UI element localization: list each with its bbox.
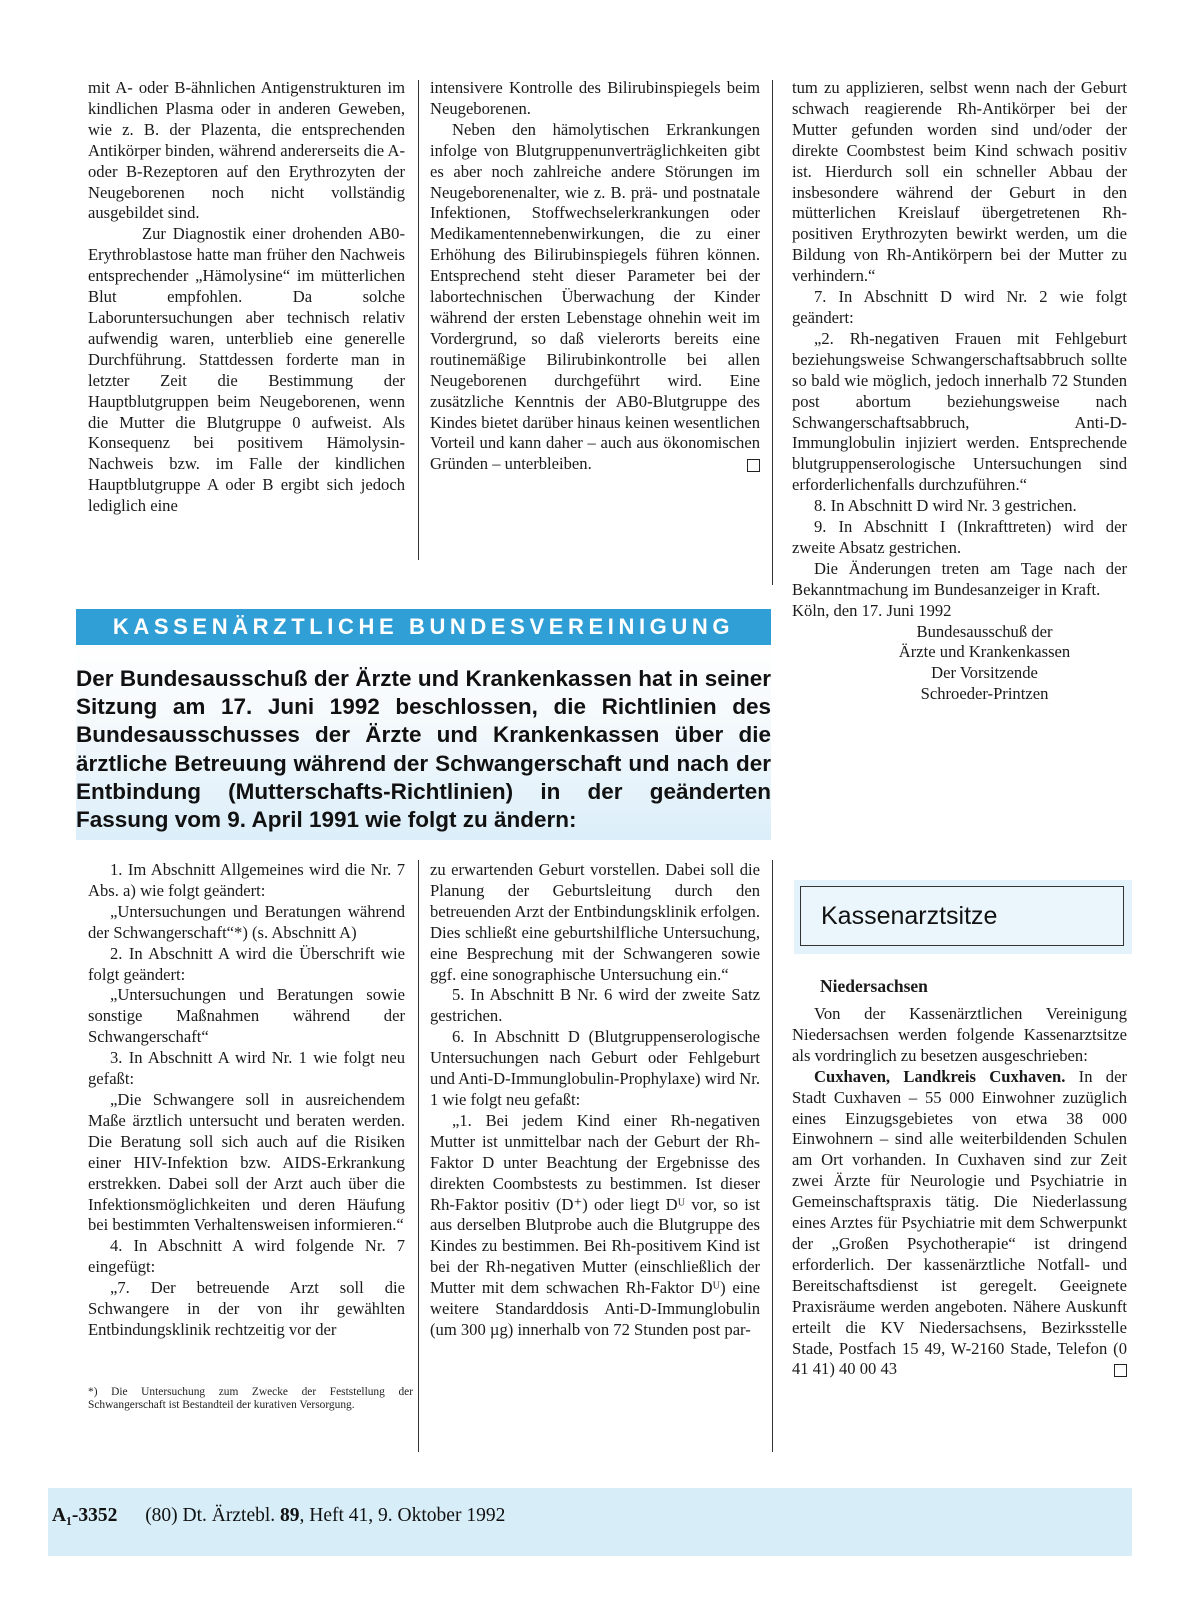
paragraph: „Untersuchungen und Beratungen sowie sonstige Maßnahmen während der Schwangerschaft“	[88, 985, 405, 1047]
location-text: In der Stadt Cuxhaven – 55 000 Einwohner zuzüglich eines Einzugsgebietes von etwa 38 000 Einwohnern – sind alle weiterbildenden Schulen am Ort vorhanden. In Cuxhaven sind zur Zeit zwei Ärzte für Neurologie und Psychiatrie in Gemeinschaftspraxis tätig. Die Niederlassung eines Arztes für Psychiatrie mit dem Schwerpunkt der „Großen Psychotherapie“ ist dringend erforderlich. Der kassenärztliche Notfall- und Bereitschaftsdienst ist geregelt. Geeignete Praxisräume werden angeboten. Nähere Auskunft erteilt die KV Niedersachsens, Bezirksstelle Stade, Postfach 15 49, W-2160 Stade, Telefon (0 41 41) 40 00 43	[792, 1066, 1127, 1379]
paragraph-text: Neben den hämolytischen Erkrankungen infolge von Blutgruppenunverträglichkeiten gibt es aber noch zahlreiche andere Störungen im Neugeborenenalter, wie z. B. prä- und postnatale Infektionen, Stoffwechselerkrankungen oder Medikamentennebenwirkungen, die zu einer Erhöhung des Bilirubinspiegels führen können. Entsprechend steht dieser Parameter bei der labortechnischen Überwachung der Kinder während der ersten Lebenstage ohnehin weit im Vordergrund, so daß vielerorts bereits eine routinemäßige Bilirubinkontrolle bei allen Neugeborenen durchgeführt wird. Eine zusätzliche Kenntnis der AB0-Blutgruppe des Kindes bietet darüber hinaus keinen wesentlichen Vorteil und kann daher – auch aus ökonomischen Gründen – unterbleiben.	[430, 119, 760, 474]
section-banner: KASSENÄRZTLICHE BUNDESVEREINIGUNG	[76, 609, 771, 645]
column-rule	[772, 80, 773, 585]
paragraph: 7. In Abschnitt D wird Nr. 2 wie folgt geändert:	[792, 287, 1127, 327]
journal-volume: 89	[280, 1505, 300, 1526]
paragraph: intensivere Kontrolle des Bilirubinspiegels beim Neugeborenen.	[430, 78, 760, 118]
right-column-listing	[792, 1004, 1127, 1380]
paragraph: 1. Im Abschnitt Allgemeines wird die Nr. 7 Abs. a) wie folgt geändert:	[88, 860, 405, 900]
paragraph: „2. Rh-negativen Frauen mit Fehlgeburt beziehungsweise Schwangerschaftsabbruch sollte so bald wie möglich, jedoch innerhalb 72 Stunden post abortum beziehungsweise nach Schwangerschaftsabbruch, Anti-D-Immunglobulin injiziert werden. Entsprechende blutgruppenserologische Untersuchungen sind erforderlichenfalls durchzuführen.“	[792, 328, 1127, 495]
page-number: A₁-3352	[52, 1505, 118, 1526]
bottom-column-1	[88, 860, 405, 1341]
paragraph: Zur Diagnostik einer drohenden AB0-Erythroblastose hatte man früher den Nachweis entsprechender „Hämolysine“ im mütterlichen Blut empfohlen. Da solche Laboruntersuchungen aber technisch relativ aufwendig waren, unterblieb eine generelle Durchführung. Stattdessen forderte man in letzter Zeit die Bestimmung der Hauptblutgruppen beim Neugeborenen, wenn die Mutter die Blutgruppe 0 aufweist. Als Konsequenz bei positivem Hämolysin-Nachweis bzw. im Falle der kindlichen Hauptblutgruppe A oder B ergibt sich jedoch lediglich eine	[88, 224, 405, 516]
signature-block	[792, 622, 1127, 706]
top-column-2	[430, 78, 760, 475]
paragraph: 6. In Abschnitt D (Blutgruppenserologische Untersuchungen nach Geburt oder Fehlgeburt und Anti-D-Immunglobulin-Prophylaxe) wird Nr. 1 wie folgt neu gefaßt:	[430, 1027, 760, 1109]
place-date: Köln, den 17. Juni 1992	[792, 600, 952, 620]
paragraph: Die Änderungen treten am Tage nach der Bekanntmachung im Bundesanzeiger in Kraft.	[792, 558, 1127, 599]
column-rule	[772, 860, 773, 1452]
paragraph: 4. In Abschnitt A wird folgende Nr. 7 eingefügt:	[88, 1236, 405, 1277]
right-column	[792, 78, 1127, 705]
end-of-article-icon	[1114, 1364, 1127, 1377]
footer-citation	[52, 1504, 505, 1528]
paragraph: Von der Kassenärztlichen Vereinigung Niedersachsen werden folgende Kassenarztsitze als vordringlich zu besetzen ausgeschrieben:	[792, 1004, 1127, 1065]
section-title: Kassenarztsitze	[800, 886, 1124, 946]
paragraph: „Untersuchungen und Beratungen während der Schwangerschaft“*) (s. Abschnitt A)	[88, 901, 405, 942]
paragraph: 2. In Abschnitt A wird die Überschrift wie folgt geändert:	[88, 943, 405, 984]
signature-line: Schroeder-Printzen	[920, 684, 1049, 704]
column-rule	[418, 860, 419, 1452]
paragraph: „7. Der betreuende Arzt soll die Schwangere in der von ihr gewählten Entbindungsklinik rechtzeitig vor der	[88, 1278, 405, 1339]
paragraph: 9. In Abschnitt I (Inkrafttreten) wird der zweite Absatz gestrichen.	[792, 517, 1127, 557]
location-name: Cuxhaven, Landkreis Cuxhaven.	[814, 1066, 1066, 1086]
paragraph: zu erwartenden Geburt vorstellen. Dabei soll die Planung der Geburtsleitung durch den betreuenden Arzt der Entbindungsklinik erfolgen. Dies schließt eine geburtshilfliche Untersuchung, eine Besprechung mit der Schwangeren sowie ggf. eine sonographische Untersuchung ein.“	[430, 860, 760, 984]
paragraph	[430, 120, 760, 475]
paragraph: „Die Schwangere soll in ausreichendem Maße ärztlich untersucht und beraten werden. Die Beratung soll sich auch auf die Risiken einer HIV-Infektion bzw. AIDS-Erkrankung erstrekken. Dabei soll der Arzt auch über die Infektionsmöglichkeiten und deren Häufung bei bestimmten Verhaltensweisen informieren.“	[88, 1089, 405, 1235]
paragraph: 3. In Abschnitt A wird Nr. 1 wie folgt neu gefaßt:	[88, 1048, 405, 1089]
paragraph: 8. In Abschnitt D wird Nr. 3 gestrichen.	[814, 496, 1077, 516]
signature-line: Ärzte und Krankenkassen	[898, 642, 1071, 662]
paragraph: mit A- oder B-ähnlichen Antigenstrukturen im kindlichen Plasma oder in anderen Geweben, wie z. B. der Plazenta, die entsprechenden Antikörper binden, während andererseits die A- oder B-Rezeptoren auf den Erythrozyten der Neugeborenen noch nicht vollständig ausgebildet sind.	[88, 78, 405, 223]
paragraph: 5. In Abschnitt B Nr. 6 wird der zweite Satz gestrichen.	[430, 985, 760, 1026]
paragraph	[792, 1067, 1127, 1381]
signature-line: Der Vorsitzende	[931, 663, 1038, 683]
footnote: *) Die Untersuchung zum Zwecke der Feststellung der Schwangerschaft ist Bestandteil der kurativen Versorgung.	[88, 1386, 413, 1412]
top-column-1	[88, 78, 405, 517]
paragraph: tum zu applizieren, selbst wenn nach der Geburt schwach reagierende Rh-Antikörper bei der Mutter gefunden worden sind und/oder der direkte Coombstest beim Kind schwach positiv ist. Hierdurch soll ein schneller Abbau der insbesondere während der Geburt in den mütterlichen Kreislauf übergetretenen Rh-positiven Erythrozyten bewirkt werden, um die Bildung von Rh-Antikörpern bei der Mutter zu verhindern.“	[792, 78, 1127, 286]
signature-line: Bundesausschuß der	[916, 621, 1053, 641]
end-of-article-icon	[747, 459, 760, 472]
column-rule	[418, 80, 419, 560]
journal-issue: (80) Dt. Ärztebl.	[145, 1505, 276, 1526]
region-heading: Niedersachsen	[820, 976, 928, 996]
announcement-headline: Der Bundesausschuß der Ärzte und Krankenkassen hat in seiner Sitzung am 17. Juni 1992 beschlossen, die Richtlinien des Bundesausschusses der Ärzte und Krankenkassen über die ärztliche Betreuung während der Schwangerschaft und nach der Entbindung (Mutterschafts-Richtlinien) in der geänderten Fassung vom 9. April 1991 wie folgt zu ändern:	[76, 666, 771, 833]
bottom-column-2	[430, 860, 760, 1341]
journal-date: , Heft 41, 9. Oktober 1992	[299, 1505, 506, 1526]
paragraph: „1. Bei jedem Kind einer Rh-negativen Mutter ist unmittelbar nach der Geburt der Rh-Faktor D unter Beachtung der Ergebnisse des direkten Coombstests zu bestimmen. Ist dieser Rh-Faktor positiv (D⁺) oder liegt Dᵁ vor, so ist aus derselben Blutprobe auch die Blutgruppe des Kindes zu bestimmen. Bei Rh-positivem Kind ist bei der Rh-negativen Mutter (einschließlich der Mutter mit dem schwachen Rh-Faktor Dᵁ) eine weitere Standarddosis Anti-D-Immunglobulin (um 300 µg) innerhalb von 72 Stunden post par-	[430, 1110, 760, 1339]
